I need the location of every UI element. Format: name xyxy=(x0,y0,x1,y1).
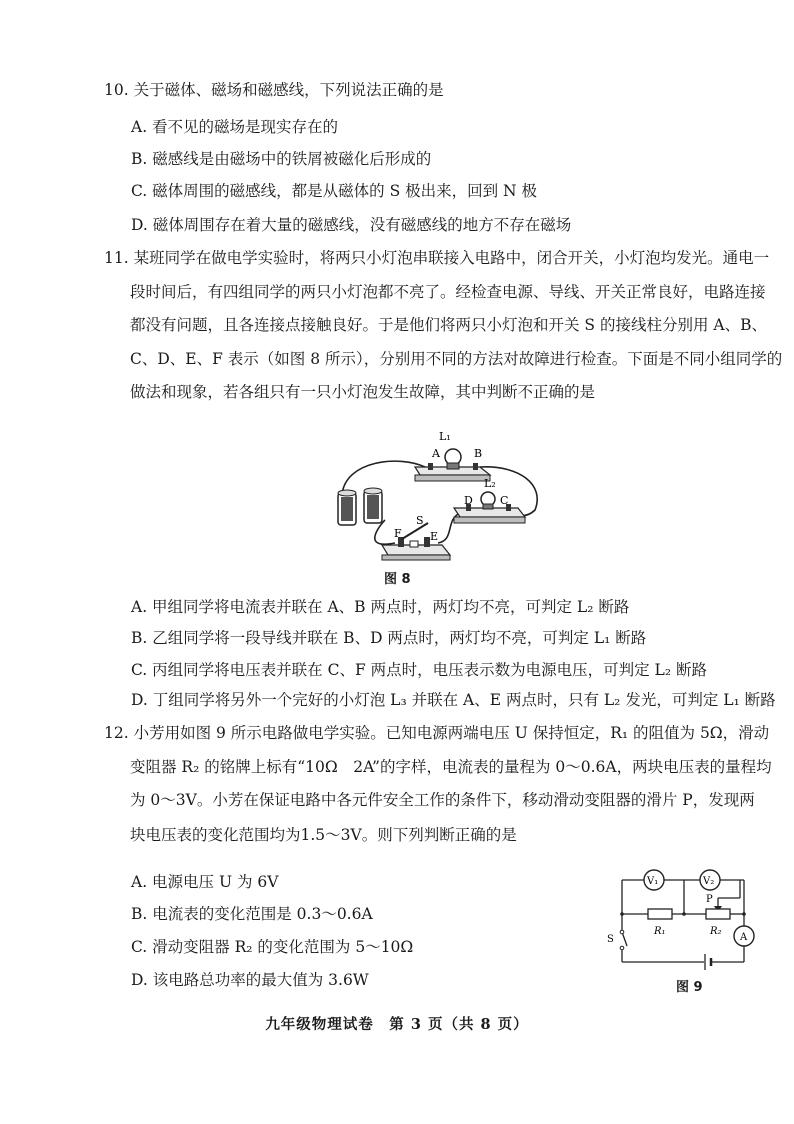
q11-stem-line-5: 做法和现象，若各组只有一只小灯泡发生故障，其中判断不正确的是 xyxy=(130,383,596,401)
q12-stem-line-2: 变阻器 R₂ 的铭牌上标有“10Ω 2A”的字样，电流表的量程为 0～0.6A，两块电压表的量程均 xyxy=(130,758,772,776)
q11-stem-line-4: C、D、E、F 表示（如图 8 所示），分别用不同的方法对故障进行检查。下面是不同小组同学的 xyxy=(130,350,783,368)
battery-pack xyxy=(338,488,382,525)
q12-option-d: D. 该电路总功率的最大值为 3.6W xyxy=(131,971,369,989)
switch-board xyxy=(382,523,450,560)
label-p: P xyxy=(706,894,713,905)
q12-option-c: C. 滑动变阻器 R₂ 的变化范围为 5～10Ω xyxy=(131,938,414,956)
q11-stem-line-2: 段时间后，有四组同学的两只小灯泡都不亮了。经检查电源、导线、开关正常良好，电路连接 xyxy=(130,283,766,301)
q11-stem-line-3: 都没有问题，且各连接点接触良好。于是他们将两只小灯泡和开关 S 的接线柱分别用 A、B、 xyxy=(130,316,767,334)
label-e: E xyxy=(430,530,439,543)
label-v2: V₂ xyxy=(703,876,715,887)
label-b: B xyxy=(474,447,483,460)
figure-9-circuit xyxy=(600,862,765,977)
q10-stem: 10. 关于磁体、磁场和磁感线，下列说法正确的是 xyxy=(104,81,444,99)
figure-8-circuit xyxy=(320,425,550,565)
q11-option-d: D. 丁组同学将另外一个完好的小灯泡 L₃ 并联在 A、E 两点时，只有 L₂ 发光，可判定 L₁ 断路 xyxy=(131,691,776,709)
wire-battery-to-a xyxy=(342,461,425,495)
q12-stem-line-1: 12. 小芳用如图 9 所示电路做电学实验。已知电源两端电压 U 保持恒定，R₁ 的阻值为 5Ω，滑动 xyxy=(104,724,770,742)
q12-stem-line-4: 块电压表的变化范围均为1.5～3V。则下列判断正确的是 xyxy=(130,826,517,844)
q10-option-d: D. 磁体周围存在着大量的磁感线，没有磁感线的地方不存在磁场 xyxy=(131,216,572,234)
label-v1: V₁ xyxy=(647,876,659,887)
page-footer: 九年级物理试卷 第 3 页（共 8 页） xyxy=(265,1016,529,1033)
q11-stem-line-1: 11. 某班同学在做电学实验时，将两只小灯泡串联接入电路中，闭合开关，小灯泡均发光。通电一 xyxy=(104,249,770,267)
label-c: C xyxy=(500,494,509,507)
label-ammeter: A xyxy=(740,932,748,943)
q11-option-a: A. 甲组同学将电流表并联在 A、B 两点时，两灯均不亮，可判定 L₂ 断路 xyxy=(131,598,630,616)
label-s: S xyxy=(607,934,614,945)
q12-stem-line-3: 为 0～3V。小芳在保证电路中各元件安全工作的条件下，移动滑动变阻器的滑片 P，发现两 xyxy=(130,791,755,809)
label-f: F xyxy=(394,527,402,540)
figure-8-caption: 图 8 xyxy=(384,572,411,587)
q12-option-b: B. 电流表的变化范围是 0.3～0.6A xyxy=(131,905,373,923)
q10-option-b: B. 磁感线是由磁场中的铁屑被磁化后形成的 xyxy=(131,150,432,168)
q10-option-c: C. 磁体周围的磁感线，都是从磁体的 S 极出来，回到 N 极 xyxy=(131,182,538,200)
label-l2: L₂ xyxy=(484,477,496,490)
label-s: S xyxy=(416,514,424,527)
label-a: A xyxy=(432,447,440,460)
q11-option-b: B. 乙组同学将一段导线并联在 B、D 两点时，两灯均不亮，可判定 L₁ 断路 xyxy=(131,629,647,647)
q10-option-a: A. 看不见的磁场是现实存在的 xyxy=(131,118,339,136)
figure-9-caption: 图 9 xyxy=(676,980,703,995)
q12-option-a: A. 电源电压 U 为 6V xyxy=(131,873,279,891)
label-d: D xyxy=(464,494,473,507)
label-l1: L₁ xyxy=(439,430,451,443)
q11-option-c: C. 丙组同学将电压表并联在 C、F 两点时，电压表示数为电源电压，可判定 L₂ 断路 xyxy=(131,661,707,679)
label-r1: R₁ xyxy=(654,926,666,937)
label-r2: R₂ xyxy=(710,926,722,937)
